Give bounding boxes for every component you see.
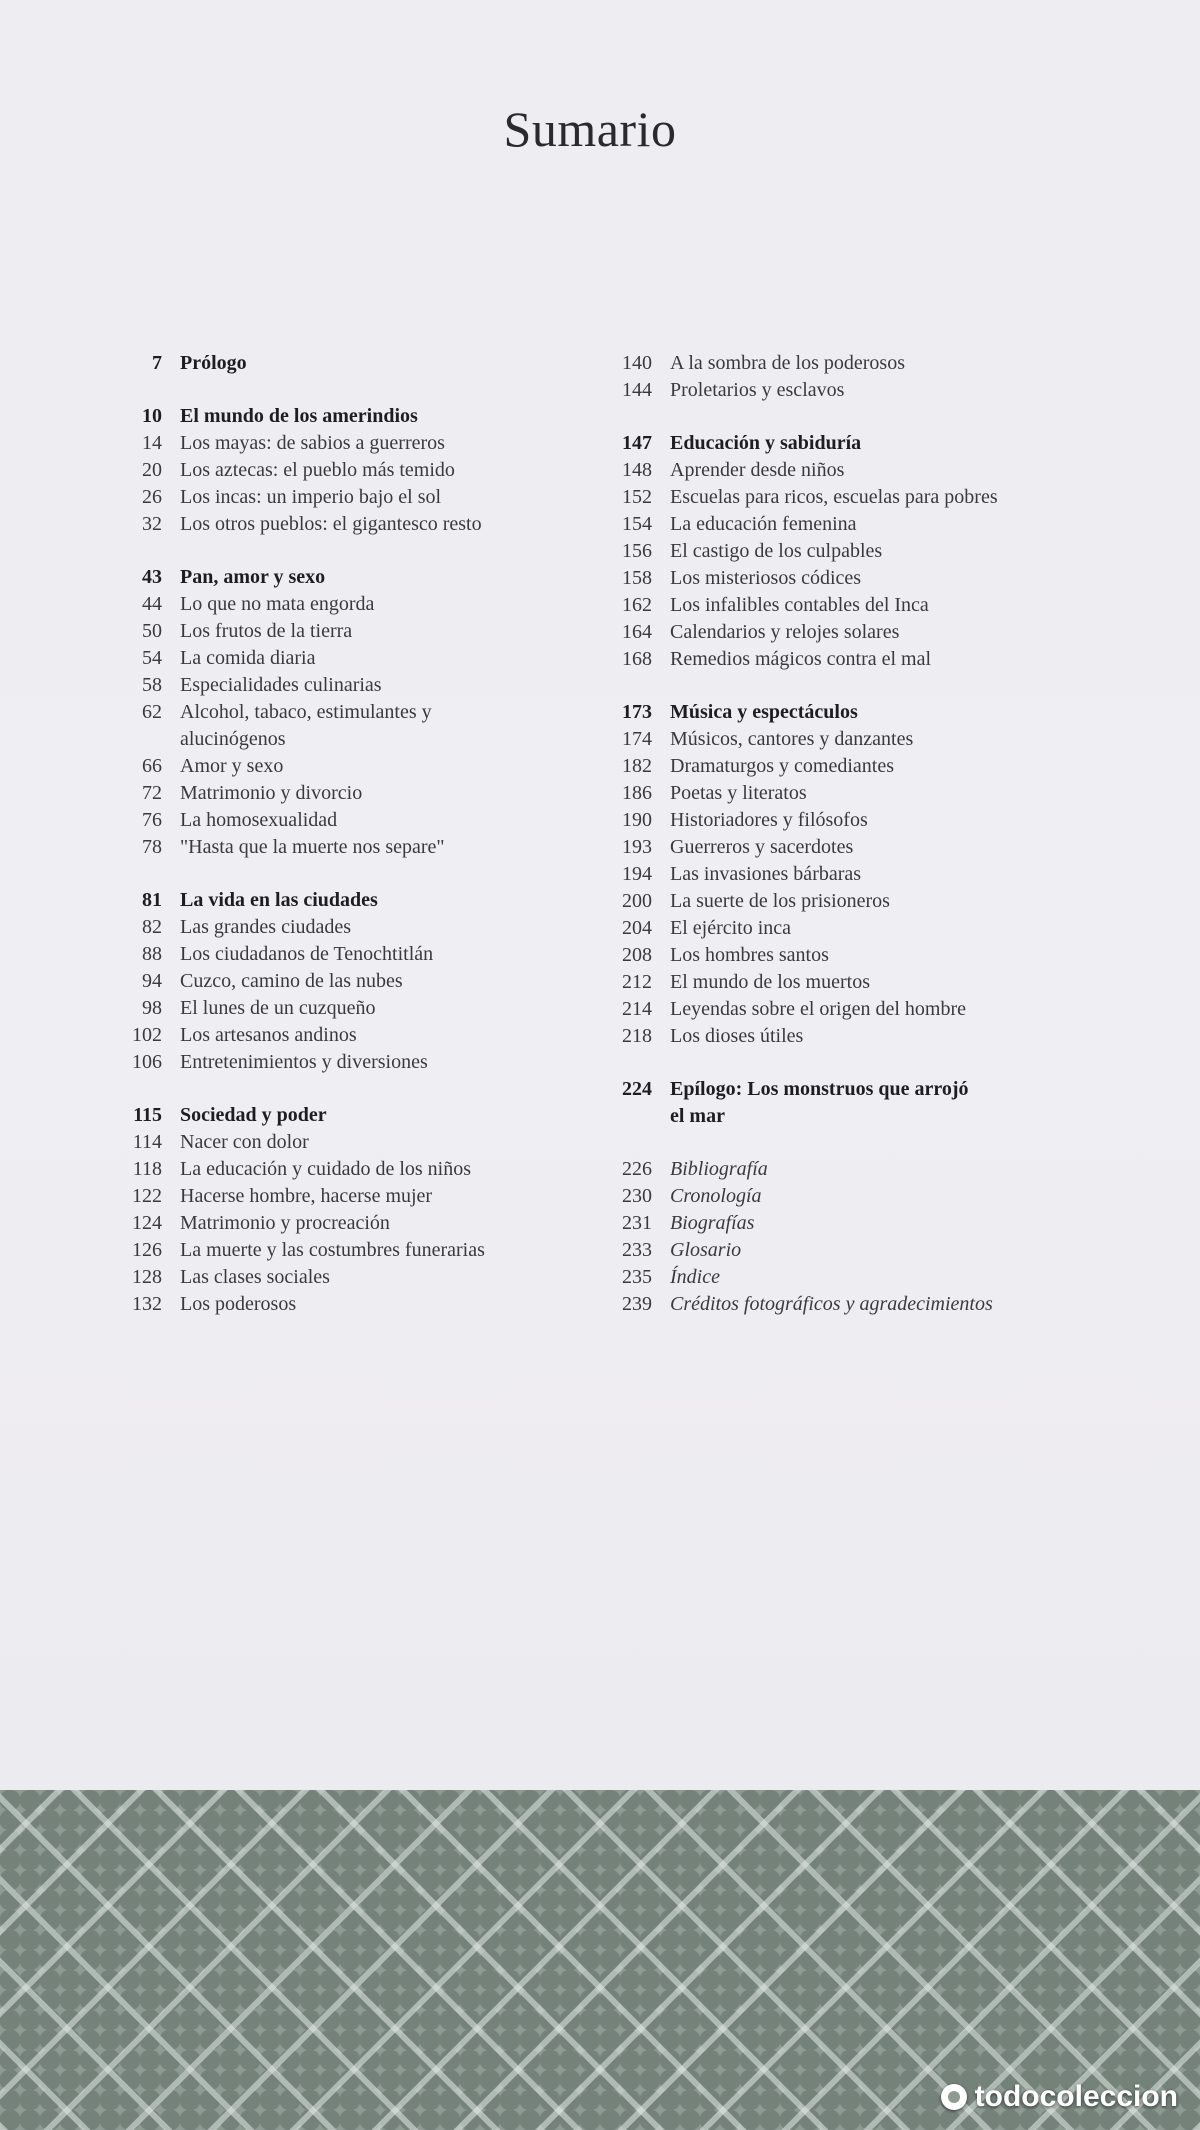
- toc-entry: [110, 511, 610, 538]
- section-gap: [110, 377, 610, 403]
- toc-page-number: 102: [132, 1024, 162, 1046]
- toc-entry: [600, 996, 1160, 1023]
- toc-entry-label: Amor y sexo: [180, 755, 284, 777]
- toc-entry: [600, 565, 1160, 592]
- toc-entry-label: Entretenimientos y diversiones: [180, 1051, 428, 1073]
- toc-entry-label: El mundo de los amerindios: [180, 405, 418, 427]
- toc-page-number: 58: [142, 674, 162, 696]
- toc-entry-label: Prólogo: [180, 352, 247, 374]
- toc-entry-label: Los aztecas: el pueblo más temido: [180, 459, 455, 481]
- toc-page-number: 20: [142, 459, 162, 481]
- watermark-text: todocoleccion: [974, 2080, 1178, 2113]
- toc-page-number: 144: [622, 379, 652, 401]
- toc-entry: [600, 646, 1160, 673]
- toc-entry: [600, 592, 1160, 619]
- toc-page-number: 193: [622, 836, 652, 858]
- toc-section-heading: [110, 403, 610, 430]
- toc-page-number: 43: [142, 566, 162, 588]
- toc-entry-label: Los incas: un imperio bajo el sol: [180, 486, 442, 508]
- toc-entry: [110, 753, 610, 780]
- toc-entry-label: Música y espectáculos: [670, 701, 858, 723]
- toc-entry-label: La comida diaria: [180, 647, 316, 669]
- toc-entry-label: Matrimonio y divorcio: [180, 782, 363, 804]
- toc-page-number: 239: [622, 1293, 652, 1315]
- toc-page-number: 94: [142, 970, 162, 992]
- toc-entry: [110, 618, 610, 645]
- toc-page-number: 7: [152, 352, 162, 374]
- toc-page-number: 190: [622, 809, 652, 831]
- toc-page-number: 54: [142, 647, 162, 669]
- toc-entry-label: La muerte y las costumbres funerarias: [180, 1239, 485, 1261]
- toc-page-number: 208: [622, 944, 652, 966]
- toc-entry-label: Los artesanos andinos: [180, 1024, 357, 1046]
- toc-entry: [600, 753, 1160, 780]
- toc-entry-label: Los dioses útiles: [670, 1025, 804, 1047]
- toc-entry: [600, 807, 1160, 834]
- toc-entry-label: La homosexualidad: [180, 809, 338, 831]
- toc-page-number: 204: [622, 917, 652, 939]
- toc-entry: [600, 511, 1160, 538]
- toc-section-heading: [110, 1102, 610, 1129]
- toc-entry: [600, 538, 1160, 565]
- toc-entry: [110, 1237, 610, 1264]
- toc-entry-label: Nacer con dolor: [180, 1131, 309, 1153]
- toc-entry: [600, 942, 1160, 969]
- toc-entry-label-continued: alucinógenos: [180, 728, 286, 750]
- toc-entry-label: Los hombres santos: [670, 944, 829, 966]
- toc-entry: [110, 834, 610, 861]
- toc-entry-label: Los frutos de la tierra: [180, 620, 353, 642]
- toc-entry: [110, 941, 610, 968]
- toc-page-number: 128: [132, 1266, 162, 1288]
- toc-entry: [110, 1183, 610, 1210]
- toc-page-number: 186: [622, 782, 652, 804]
- section-gap: [600, 673, 1160, 699]
- toc-page-number: 14: [142, 432, 162, 454]
- toc-page-number: 72: [142, 782, 162, 804]
- toc-entry: [600, 915, 1160, 942]
- toc-entry-label: Aprender desde niños: [670, 459, 845, 481]
- toc-entry: [600, 377, 1160, 404]
- toc-page-number: 218: [622, 1025, 652, 1047]
- toc-page-number: 158: [622, 567, 652, 589]
- toc-entry-label: La suerte de los prisioneros: [670, 890, 890, 912]
- toc-page-number: 140: [622, 352, 652, 374]
- toc-column-right: [600, 350, 1160, 1318]
- toc-entry: [110, 457, 610, 484]
- toc-page-number: 118: [132, 1158, 162, 1180]
- toc-page-number: 106: [132, 1051, 162, 1073]
- toc-entry: [110, 591, 610, 618]
- toc-page-number: 148: [622, 459, 652, 481]
- toc-entry: [110, 1022, 610, 1049]
- toc-page-number: 230: [622, 1185, 652, 1207]
- toc-section-heading: [110, 564, 610, 591]
- toc-page-number: 173: [622, 701, 652, 723]
- toc-page-number: 214: [622, 998, 652, 1020]
- toc-page-number: 168: [622, 648, 652, 670]
- toc-entry-label: Los poderosos: [180, 1293, 297, 1315]
- toc-page-number: 66: [142, 755, 162, 777]
- toc-page-number: 122: [132, 1185, 162, 1207]
- toc-page-number: 164: [622, 621, 652, 643]
- toc-entry-label: Los ciudadanos de Tenochtitlán: [180, 943, 434, 965]
- toc-page-number: 88: [142, 943, 162, 965]
- toc-entry: [110, 1156, 610, 1183]
- toc-page-number: 233: [622, 1239, 652, 1261]
- toc-entry-continuation: [110, 726, 610, 753]
- toc-entry-label: Músicos, cantores y danzantes: [670, 728, 914, 750]
- toc-entry: [600, 1156, 1160, 1183]
- toc-entry: [600, 1023, 1160, 1050]
- toc-entry: [110, 645, 610, 672]
- toc-entry-label: Las invasiones bárbaras: [670, 863, 862, 885]
- toc-entry-label: El lunes de un cuzqueño: [180, 997, 376, 1019]
- toc-page-number: 231: [622, 1212, 652, 1234]
- toc-page-number: 156: [622, 540, 652, 562]
- toc-entry-label: Leyendas sobre el origen del hombre: [670, 998, 967, 1020]
- toc-entry-label: El castigo de los culpables: [670, 540, 883, 562]
- toc-entry-label: Los mayas: de sabios a guerreros: [180, 432, 445, 454]
- toc-page-number: 78: [142, 836, 162, 858]
- toc-page-number: 147: [622, 432, 652, 454]
- toc-entry-label: La educación y cuidado de los niños: [180, 1158, 472, 1180]
- toc-page-number: 10: [142, 405, 162, 427]
- toc-entry-label: A la sombra de los poderosos: [670, 352, 905, 374]
- toc-entry: [600, 834, 1160, 861]
- toc-entry-label: Dramaturgos y comediantes: [670, 755, 895, 777]
- toc-entry-label: Especialidades culinarias: [180, 674, 382, 696]
- toc-entry: [600, 619, 1160, 646]
- toc-entry-label: Epílogo: Los monstruos que arrojó: [670, 1078, 969, 1100]
- toc-page-number: 152: [622, 486, 652, 508]
- toc-page-number: 224: [622, 1078, 652, 1100]
- toc-entry-label: Los otros pueblos: el gigantesco resto: [180, 513, 482, 535]
- toc-entry: [110, 807, 610, 834]
- toc-page-number: 226: [622, 1158, 652, 1180]
- toc-entry: [110, 672, 610, 699]
- toc-entry: [600, 888, 1160, 915]
- toc-entry: [600, 861, 1160, 888]
- toc-entry-label: Cronología: [670, 1185, 762, 1207]
- toc-entry: [600, 1210, 1160, 1237]
- toc-entry-label: El mundo de los muertos: [670, 971, 870, 993]
- toc-page-number: 44: [142, 593, 162, 615]
- section-gap: [600, 1130, 1160, 1156]
- toc-entry: [110, 430, 610, 457]
- toc-entry-label: Matrimonio y procreación: [180, 1212, 390, 1234]
- toc-entry: [110, 968, 610, 995]
- toc-entry: [600, 1264, 1160, 1291]
- toc-entry-label: Las grandes ciudades: [180, 916, 352, 938]
- toc-entry-label: La educación femenina: [670, 513, 857, 535]
- toc-entry-label: Los misteriosos códices: [670, 567, 862, 589]
- toc-entry-label: Alcohol, tabaco, estimulantes y: [180, 701, 432, 723]
- toc-entry-label: Hacerse hombre, hacerse mujer: [180, 1185, 433, 1207]
- toc-entry-label: Biografías: [670, 1212, 755, 1234]
- section-gap: [110, 538, 610, 564]
- toc-entry-label: Índice: [670, 1266, 720, 1288]
- toc-entry-label: Educación y sabiduría: [670, 432, 862, 454]
- toc-page-number: 26: [142, 486, 162, 508]
- toc-page-number: 132: [132, 1293, 162, 1315]
- toc-entry-label: Las clases sociales: [180, 1266, 330, 1288]
- toc-entry-label-continued: el mar: [670, 1105, 725, 1127]
- toc-entry: [600, 484, 1160, 511]
- toc-entry-label: "Hasta que la muerte nos separe": [180, 836, 445, 858]
- toc-page-number: 114: [132, 1131, 162, 1153]
- toc-entry-label: Guerreros y sacerdotes: [670, 836, 854, 858]
- toc-page-number: 115: [133, 1104, 162, 1126]
- toc-section-heading: [600, 699, 1160, 726]
- toc-entry-label: Créditos fotográficos y agradecimientos: [670, 1293, 993, 1315]
- toc-section-heading: [600, 430, 1160, 457]
- toc-entry-label: El ejército inca: [670, 917, 792, 939]
- toc-entry: [110, 995, 610, 1022]
- toc-entry: [110, 1264, 610, 1291]
- toc-entry: [110, 699, 610, 726]
- toc-page-number: 82: [142, 916, 162, 938]
- toc-page-number: 200: [622, 890, 652, 912]
- toc-entry-label: Sociedad y poder: [180, 1104, 327, 1126]
- toc-page-number: 124: [132, 1212, 162, 1234]
- toc-page-number: 98: [142, 997, 162, 1019]
- section-gap: [600, 404, 1160, 430]
- tablecloth-background: [0, 1790, 1200, 2130]
- toc-page-number: 212: [622, 971, 652, 993]
- toc-page-number: 81: [142, 889, 162, 911]
- toc-page-number: 32: [142, 513, 162, 535]
- toc-entry-label: Poetas y literatos: [670, 782, 807, 804]
- toc-page-number: 235: [622, 1266, 652, 1288]
- toc-page-number: 50: [142, 620, 162, 642]
- toc-page-number: 182: [622, 755, 652, 777]
- toc-entry: [110, 1291, 610, 1318]
- section-gap: [110, 1076, 610, 1102]
- toc-entry-label: Glosario: [670, 1239, 742, 1261]
- toc-entry: [600, 726, 1160, 753]
- toc-entry: [600, 1291, 1160, 1318]
- toc-entry: [600, 969, 1160, 996]
- toc-page-number: 62: [142, 701, 162, 723]
- toc-entry-label: Bibliografía: [670, 1158, 768, 1180]
- toc-page-number: 154: [622, 513, 652, 535]
- toc-entry: [110, 914, 610, 941]
- toc-entry: [110, 780, 610, 807]
- toc-entry: [600, 780, 1160, 807]
- toc-entry-label: Historiadores y filósofos: [670, 809, 868, 831]
- toc-entry: [600, 1183, 1160, 1210]
- watermark-logo-icon: [941, 2084, 967, 2110]
- toc-entry: [110, 1210, 610, 1237]
- toc-page-number: 76: [142, 809, 162, 831]
- toc-entry-label: Escuelas para ricos, escuelas para pobres: [670, 486, 998, 508]
- toc-page-number: 174: [622, 728, 652, 750]
- toc-section-heading: [600, 1076, 1160, 1103]
- section-gap: [600, 1050, 1160, 1076]
- toc-entry-label: Remedios mágicos contra el mal: [670, 648, 932, 670]
- toc-entry-label: La vida en las ciudades: [180, 889, 378, 911]
- section-gap: [110, 861, 610, 887]
- toc-entry: [600, 1237, 1160, 1264]
- toc-page-number: 162: [622, 594, 652, 616]
- toc-entry-label: Cuzco, camino de las nubes: [180, 970, 403, 992]
- toc-page-number: 194: [622, 863, 652, 885]
- toc-entry-label: Calendarios y relojes solares: [670, 621, 900, 643]
- toc-section-heading: [110, 350, 610, 377]
- page-title: Sumario: [503, 101, 677, 157]
- toc-entry-label: Lo que no mata engorda: [180, 593, 375, 615]
- toc-entry-continuation: [600, 1103, 1160, 1130]
- toc-entry: [110, 1049, 610, 1076]
- toc-page-number: 126: [132, 1239, 162, 1261]
- toc-entry: [110, 484, 610, 511]
- toc-entry-label: Los infalibles contables del Inca: [670, 594, 929, 616]
- toc-entry: [110, 1129, 610, 1156]
- toc-entry-label: Proletarios y esclavos: [670, 379, 845, 401]
- watermark: [941, 2080, 1178, 2114]
- toc-column-left: [110, 350, 610, 1318]
- toc-entry: [600, 457, 1160, 484]
- toc-entry-label: Pan, amor y sexo: [180, 566, 326, 588]
- toc-entry: [600, 350, 1160, 377]
- toc-section-heading: [110, 887, 610, 914]
